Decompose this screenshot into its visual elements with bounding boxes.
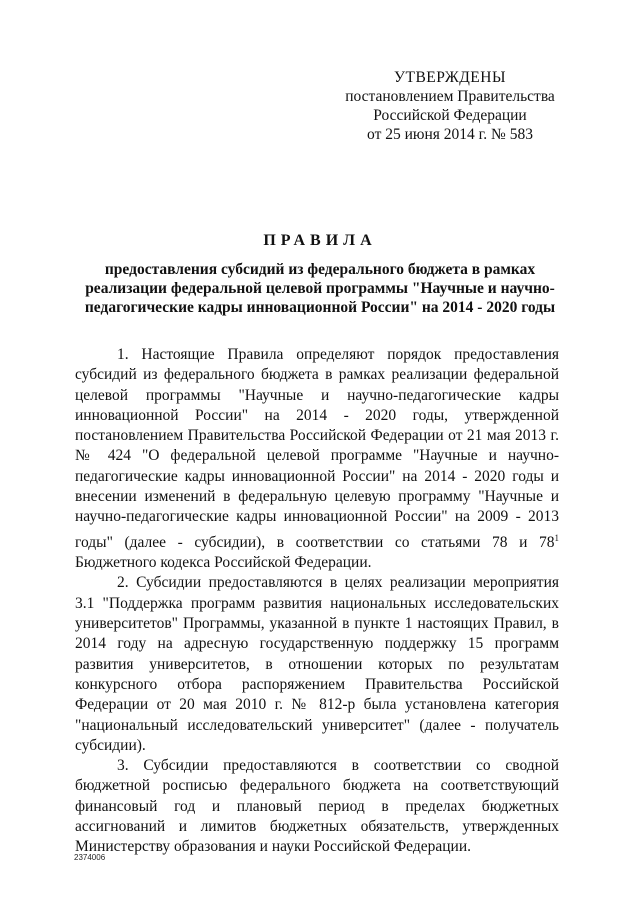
document-title: ПРАВИЛА bbox=[263, 232, 377, 249]
document-code: 2374006 bbox=[74, 853, 106, 862]
paragraph-1-superscript: 1 bbox=[554, 532, 559, 543]
approval-heading: УТВЕРЖДЕНЫ bbox=[394, 69, 506, 86]
paragraph-2: 2. Субсидии предоставляются в целях реализации мероприятия 3.1 "Поддержка программ развития национальных исследовательских университетов" Программы, указанной в пункте 1 настоящих Правил, в 2014 году на адресную государственную поддержку 15 программ развития университетов, в отношении которых по результатам конкурсного отбора распоряжением Правительства Российской Федерации от 20 мая 2010 г. № 812-р была установлена категория "национальный исследовательский университет" (далее - получатель субсидии). bbox=[75, 574, 559, 754]
paragraph-1-text: 1. Настоящие Правила определяют порядок предоставления субсидий из федерального бюджета в рамках реализации федеральной целевой программы "Научные и научно-педагогические кадры инновационной России" на 2014 - 2020 годы, утвержденной постановлением Правительства Российской Федерации от 21 мая 2013 г. № 424 "О федеральной целевой программе "Научные и научно-педагогические кадры инновационной России" на 2014 - 2020 годы и внесении изменений в федеральную целевую программу "Научные и научно-педагогические кадры инновационной России" на 2009 - 2013 годы" (далее - субсидии), в соответствии со статьями 78 и 78 bbox=[75, 346, 559, 551]
approval-line-1: постановлением Правительства bbox=[345, 88, 555, 105]
approval-line-2: Российской Федерации bbox=[373, 107, 527, 124]
document-subtitle: предоставления субсидий из федерального бюджета в рамках реализации федеральной целевой программы "Научные и научно-педагогические кадры инновационной России" на 2014 - 2020 годы bbox=[84, 261, 556, 316]
approval-line-3: от 25 июня 2014 г. № 583 bbox=[367, 126, 533, 143]
paragraph-1 bbox=[75, 345, 559, 573]
paragraph-1-tail: Бюджетного кодекса Российской Федерации. bbox=[75, 554, 372, 572]
approval-block bbox=[330, 68, 570, 144]
paragraph-3: 3. Субсидии предоставляются в соответствии со сводной бюджетной росписью федерального бюджета на соответствующий финансовый год и плановый период в пределах бюджетных ассигнований и лимитов бюджетных обязательств, утвержденных Министерству образования и науки Российской Федерации. bbox=[75, 757, 559, 856]
document-body bbox=[75, 345, 559, 858]
